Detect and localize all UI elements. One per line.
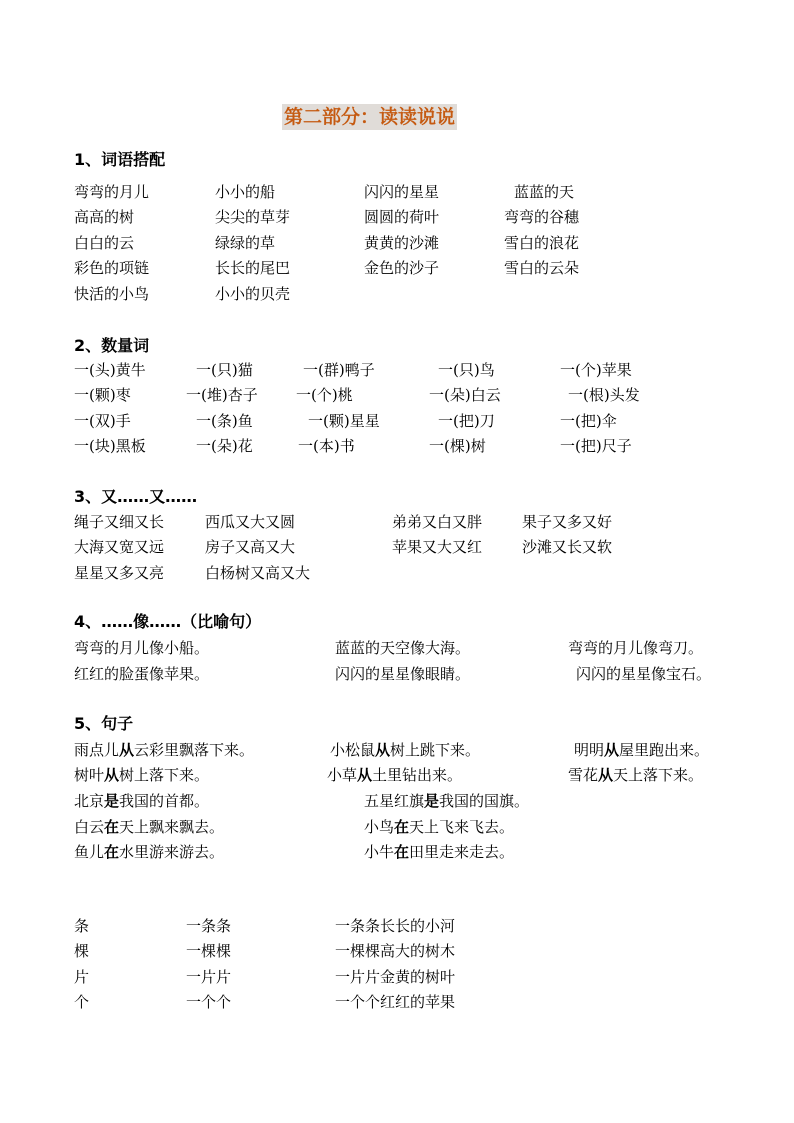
keyword: 从 [598, 766, 614, 784]
phrase: 房子又高又大 [205, 538, 296, 556]
phrase: 圆圆的荷叶 [364, 208, 440, 226]
reduplication: 一片片 [186, 968, 232, 986]
list-row [0, 637, 794, 661]
phrase: 一(个)桃 [296, 386, 353, 404]
list-row [0, 915, 794, 939]
sentence-subject: 树叶 [74, 766, 105, 784]
sentence: 闪闪的星星像眼睛。 [335, 665, 471, 683]
list-row [0, 940, 794, 964]
phrase: 一(堆)杏子 [186, 386, 258, 404]
phrase: 高高的树 [74, 208, 135, 226]
phrase: 一条条长长的小河 [335, 917, 456, 935]
phrase: 一(把)伞 [560, 412, 617, 430]
keyword: 在 [104, 843, 120, 861]
phrase: 雪白的云朵 [504, 259, 580, 277]
sentence [74, 739, 254, 761]
phrase: 一(只)鸟 [438, 361, 495, 379]
phrase: 一(根)头发 [568, 386, 640, 404]
sentence [74, 816, 224, 838]
phrase: 弟弟又白又胖 [392, 513, 483, 531]
phrase: 一(个)苹果 [560, 361, 632, 379]
phrase: 白杨树又高又大 [205, 564, 311, 582]
measure-word: 个 [74, 993, 90, 1011]
sentence: 红红的脸蛋像苹果。 [74, 665, 210, 683]
sentence [364, 790, 529, 812]
phrase: 一(棵)树 [429, 437, 486, 455]
sentence-rest: 树上落下来。 [119, 766, 210, 784]
section-heading-4: 4、……像……（比喻句） [74, 612, 262, 631]
sentence [327, 764, 462, 786]
phrase: 一棵棵高大的树木 [335, 942, 456, 960]
list-row [0, 790, 794, 814]
list-row [0, 359, 794, 383]
measure-word: 棵 [74, 942, 90, 960]
phrase: 一(头)黄牛 [74, 361, 146, 379]
sentence-subject: 小牛 [364, 843, 395, 861]
list-row [0, 764, 794, 788]
phrase: 一(块)黑板 [74, 437, 146, 455]
phrase: 黄黄的沙滩 [364, 234, 440, 252]
sentence-subject: 白云 [74, 818, 105, 836]
list-row [0, 991, 794, 1015]
phrase: 一片片金黄的树叶 [335, 968, 456, 986]
phrase: 绳子又细又长 [74, 513, 165, 531]
list-row [0, 663, 794, 687]
phrase: 西瓜又大又圆 [205, 513, 296, 531]
sentence: 弯弯的月儿像弯刀。 [568, 639, 704, 657]
sentence-rest: 屋里跑出来。 [619, 741, 710, 759]
phrase: 白白的云 [74, 234, 135, 252]
sentence [574, 739, 709, 761]
sentence-subject: 雪花 [568, 766, 599, 784]
list-row [0, 181, 794, 205]
keyword: 在 [394, 818, 410, 836]
sentence-subject: 雨点儿 [74, 741, 120, 759]
sentence [364, 816, 514, 838]
keyword: 从 [604, 741, 620, 759]
phrase: 大海又宽又远 [74, 538, 165, 556]
phrase: 小小的船 [215, 183, 276, 201]
phrase: 一(双)手 [74, 412, 131, 430]
sentence: 蓝蓝的天空像大海。 [335, 639, 471, 657]
measure-word: 条 [74, 917, 90, 935]
list-row [0, 841, 794, 865]
keyword: 从 [104, 766, 120, 784]
phrase: 一(颗)星星 [308, 412, 380, 430]
phrase: 弯弯的谷穗 [504, 208, 580, 226]
sentence-subject: 明明 [574, 741, 605, 759]
list-row [0, 739, 794, 763]
list-row [0, 966, 794, 990]
list-row [0, 816, 794, 840]
sentence [74, 790, 209, 812]
phrase: 一个个红红的苹果 [335, 993, 456, 1011]
phrase: 一(朵)花 [196, 437, 253, 455]
sentence: 闪闪的星星像宝石。 [576, 665, 712, 683]
sentence [74, 764, 209, 786]
keyword: 从 [375, 741, 391, 759]
sentence-rest: 田里走来走去。 [409, 843, 515, 861]
keyword: 是 [104, 792, 120, 810]
section-heading-3: 3、又……又…… [74, 487, 198, 506]
phrase: 小小的贝壳 [215, 285, 291, 303]
sentence [74, 841, 224, 863]
keyword: 是 [424, 792, 440, 810]
section-heading-1: 1、词语搭配 [74, 150, 166, 169]
sentence-subject: 小松鼠 [330, 741, 376, 759]
sentence-subject: 鱼儿 [74, 843, 105, 861]
phrase: 一(朵)白云 [429, 386, 501, 404]
list-row [0, 511, 794, 535]
reduplication: 一棵棵 [186, 942, 232, 960]
phrase: 绿绿的草 [215, 234, 276, 252]
sentence-rest: 水里游来游去。 [119, 843, 225, 861]
list-row [0, 536, 794, 560]
phrase: 沙滩又长又软 [522, 538, 613, 556]
sentence [568, 764, 703, 786]
phrase: 苹果又大又红 [392, 538, 483, 556]
sentence-rest: 天上飞来飞去。 [409, 818, 515, 836]
phrase: 果子又多又好 [522, 513, 613, 531]
sentence-subject: 小草 [327, 766, 358, 784]
sentence: 弯弯的月儿像小船。 [74, 639, 210, 657]
phrase: 快活的小鸟 [74, 285, 150, 303]
sentence-rest: 天上飘来飘去。 [119, 818, 225, 836]
phrase: 长长的尾巴 [215, 259, 291, 277]
list-row [0, 257, 794, 281]
sentence [364, 841, 514, 863]
phrase: 一(只)猫 [196, 361, 253, 379]
keyword: 在 [104, 818, 120, 836]
sentence-subject: 小鸟 [364, 818, 395, 836]
phrase: 一(条)鱼 [196, 412, 253, 430]
sentence-rest: 树上跳下来。 [390, 741, 481, 759]
sentence-subject: 五星红旗 [364, 792, 425, 810]
sentence-rest: 天上落下来。 [613, 766, 704, 784]
phrase: 一(颗)枣 [74, 386, 131, 404]
reduplication: 一条条 [186, 917, 232, 935]
phrase: 一(把)尺子 [560, 437, 632, 455]
keyword: 从 [119, 741, 135, 759]
list-row [0, 562, 794, 586]
list-row [0, 384, 794, 408]
measure-word: 片 [74, 968, 90, 986]
sentence-rest: 我国的首都。 [119, 792, 210, 810]
sentence-rest: 土里钻出来。 [372, 766, 463, 784]
list-row [0, 283, 794, 307]
section-heading-2: 2、数量词 [74, 336, 150, 355]
phrase: 金色的沙子 [364, 259, 440, 277]
sentence [330, 739, 480, 761]
phrase: 蓝蓝的天 [514, 183, 575, 201]
phrase: 雪白的浪花 [504, 234, 580, 252]
phrase: 闪闪的星星 [364, 183, 440, 201]
list-row [0, 232, 794, 256]
sentence-subject: 北京 [74, 792, 105, 810]
phrase: 一(群)鸭子 [303, 361, 375, 379]
sentence-rest: 我国的国旗。 [439, 792, 530, 810]
keyword: 在 [394, 843, 410, 861]
phrase: 彩色的项链 [74, 259, 150, 277]
list-row [0, 435, 794, 459]
page-title: 第二部分：读读说说 [284, 106, 456, 128]
sentence-rest: 云彩里飘落下来。 [134, 741, 255, 759]
phrase: 星星又多又亮 [74, 564, 165, 582]
keyword: 从 [357, 766, 373, 784]
reduplication: 一个个 [186, 993, 232, 1011]
list-row [0, 410, 794, 434]
phrase: 一(本)书 [298, 437, 355, 455]
list-row [0, 206, 794, 230]
section-heading-5: 5、句子 [74, 714, 134, 733]
phrase: 一(把)刀 [438, 412, 495, 430]
phrase: 尖尖的草芽 [215, 208, 291, 226]
phrase: 弯弯的月儿 [74, 183, 150, 201]
